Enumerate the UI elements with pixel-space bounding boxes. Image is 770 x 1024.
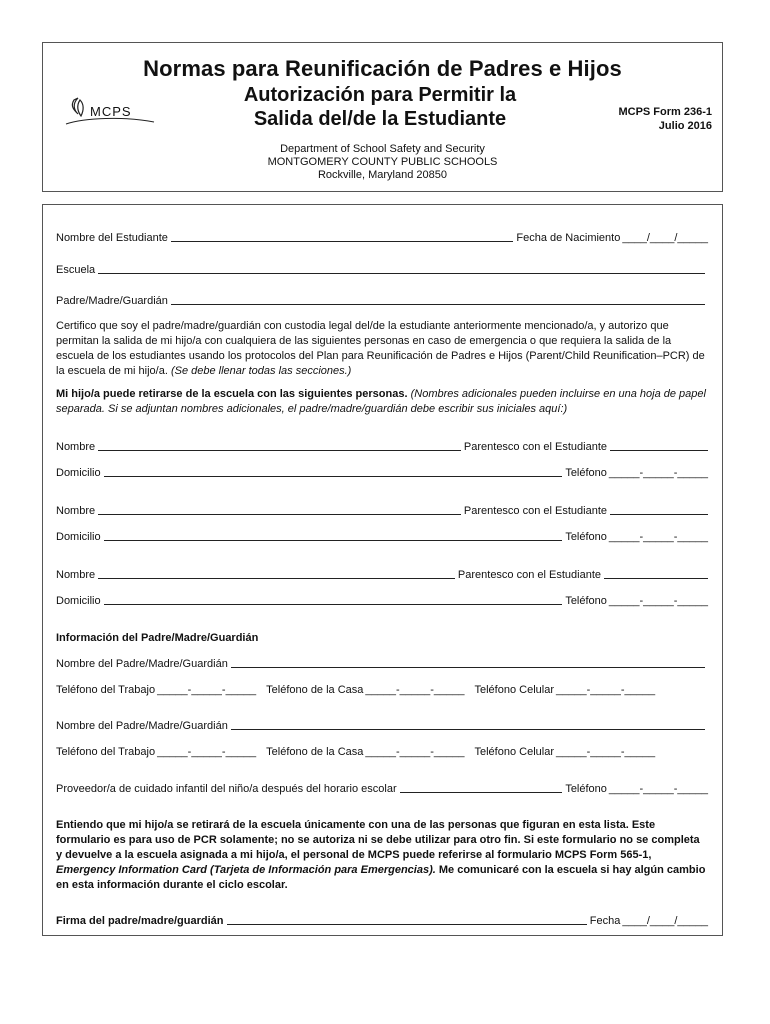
signature-date-field[interactable]: ____/____/_____ [622,915,708,927]
student-name-label: Nombre del Estudiante [56,232,168,244]
contact-3-address-row [56,591,708,607]
parent-1-name-row [56,654,708,670]
childcare-label: Proveedor/a de cuidado infantil del niño/a después del horario escolar [56,783,397,795]
contact-1-address-field[interactable] [104,466,563,477]
dob-label: Fecha de Nacimiento [516,232,621,244]
address-label: Domicilio [56,595,101,607]
contact-1-name-row [56,437,708,453]
student-name-field[interactable] [171,231,513,242]
contact-2-name-field[interactable] [98,504,461,515]
school-field[interactable] [98,263,705,274]
contact-name-label: Nombre [56,505,96,517]
parent-2-work-phone-field[interactable]: _____-_____-_____ [157,746,257,758]
parent-2-name-row [56,716,708,732]
form-subtitle-line1: Autorización para Permitir la [243,84,517,106]
contact-2-phone-field[interactable]: _____-_____-_____ [608,531,708,543]
form-date: Julio 2016 [658,120,712,132]
parent-row [56,291,708,307]
parent-label: Padre/Madre/Guardián [56,295,168,307]
parent-name-label: Nombre del Padre/Madre/Guardián [56,658,228,670]
contact-1-name-field[interactable] [98,440,461,451]
release-note: (Nombres adicionales pueden incluirse en una hoja de papel separada. Si se adjuntan nombres adicionales, el padre/madre/guardián debe escribir sus iniciales aquí:) [56,388,706,415]
childcare-phone-field[interactable]: _____-_____-_____ [608,783,708,795]
signature-label: Firma del padre/madre/guardián [56,915,224,927]
contact-3-name-row [56,565,708,581]
school-label: Escuela [56,264,96,276]
parent-name-label: Nombre del Padre/Madre/Guardián [56,720,228,732]
address-line: Rockville, Maryland 20850 [317,169,447,181]
contact-3-relation-field[interactable] [604,568,708,579]
phone-label: Teléfono [565,531,607,543]
form-subtitle-line2: Salida del/de la Estudiante [253,108,507,130]
cell-phone-label: Teléfono Celular [474,746,554,758]
home-phone-label: Teléfono de la Casa [266,684,364,696]
certification-note: (Se debe llenar todas las secciones.) [170,365,352,377]
parent-1-home-phone-field[interactable]: _____-_____-_____ [365,684,465,696]
parent-2-home-phone-field[interactable]: _____-_____-_____ [365,746,465,758]
contact-1-phone-field[interactable]: _____-_____-_____ [608,467,708,479]
parent-field[interactable] [171,294,705,305]
contact-3-name-field[interactable] [98,568,455,579]
address-label: Domicilio [56,531,101,543]
childcare-row [56,779,708,795]
contact-2-address-field[interactable] [104,530,563,541]
certification-text: Certifico que soy el padre/madre/guardián con custodia legal del/de la estudiante anteriormente mencionado/a, y autorizo que permitan la salida de mi hijo/a con cualquiera de las siguientes personas en caso de emergencia o que requiera la salida de la escuela de los estudiantes usando los protocolos del Plan para Reunificación de Padres e Hijos (Parent/Child Reunification–PCR) de la escuela de mi hijo/a. [56,320,705,377]
agreement-text-2: Me comunicaré con la escuela si hay algún cambio en esta información durante el ciclo escolar. [56,864,706,891]
work-phone-label: Teléfono del Trabajo [56,746,156,758]
parent-1-name-field[interactable] [231,657,705,668]
dob-field[interactable]: ____/____/_____ [622,232,708,244]
agreement-text-1: Entiendo que mi hijo/a se retirará de la escuela únicamente con una de las personas que figuran en esta lista. Este formulario es para uso de PCR solamente; no se autoriza ni se debe utilizar para otro fin. Si este formulario no se completa y devuelve a la escuela asignada a mi hijo/a, el personal de MCPS puede referirse al formulario MCPS Form 565-1, [56,819,700,861]
parent-info-heading-row [56,628,708,644]
relation-label: Parentesco con el Estudiante [463,441,607,453]
form-number: MCPS Form 236-1 [618,106,712,118]
parent-1-work-phone-field[interactable]: _____-_____-_____ [157,684,257,696]
agreement-paragraph [56,818,708,893]
certification-paragraph [56,319,708,379]
date-label: Fecha [589,915,621,927]
contact-3-address-field[interactable] [104,594,563,605]
student-name-row [56,228,708,244]
release-paragraph [56,387,708,417]
signature-field[interactable] [227,914,587,925]
relation-label: Parentesco con el Estudiante [457,569,601,581]
signature-row [56,911,708,927]
contact-name-label: Nombre [56,569,96,581]
contact-2-address-row [56,527,708,543]
cell-phone-label: Teléfono Celular [474,684,554,696]
agreement-text-italic: Emergency Information Card (Tarjeta de Información para Emergencias). [56,864,436,876]
parent-2-cell-phone-field[interactable]: _____-_____-_____ [556,746,656,758]
address-label: Domicilio [56,467,101,479]
parent-info-heading: Información del Padre/Madre/Guardián [56,632,259,644]
contact-2-relation-field[interactable] [610,504,708,515]
parent-1-cell-phone-field[interactable]: _____-_____-_____ [556,684,656,696]
parent-2-name-field[interactable] [231,719,705,730]
contact-name-label: Nombre [56,441,96,453]
contact-1-relation-field[interactable] [610,440,708,451]
logo-text: MCPS [90,104,132,119]
school-row [56,260,708,276]
phone-label: Teléfono [565,467,607,479]
work-phone-label: Teléfono del Trabajo [56,684,156,696]
school-system-name: MONTGOMERY COUNTY PUBLIC SCHOOLS [267,156,498,168]
relation-label: Parentesco con el Estudiante [463,505,607,517]
contact-3-phone-field[interactable]: _____-_____-_____ [608,595,708,607]
department-name: Department of School Safety and Security [280,143,485,155]
phone-label: Teléfono [565,783,607,795]
parent-2-phones-row [56,742,708,758]
home-phone-label: Teléfono de la Casa [266,746,364,758]
release-heading: Mi hijo/a puede retirarse de la escuela con las siguientes personas. [56,388,408,400]
childcare-field[interactable] [400,782,563,793]
phone-label: Teléfono [565,595,607,607]
parent-1-phones-row [56,680,708,696]
contact-2-name-row [56,501,708,517]
contact-1-address-row [56,463,708,479]
page-title: Normas para Reunificación de Padres e Hijos [143,56,622,81]
